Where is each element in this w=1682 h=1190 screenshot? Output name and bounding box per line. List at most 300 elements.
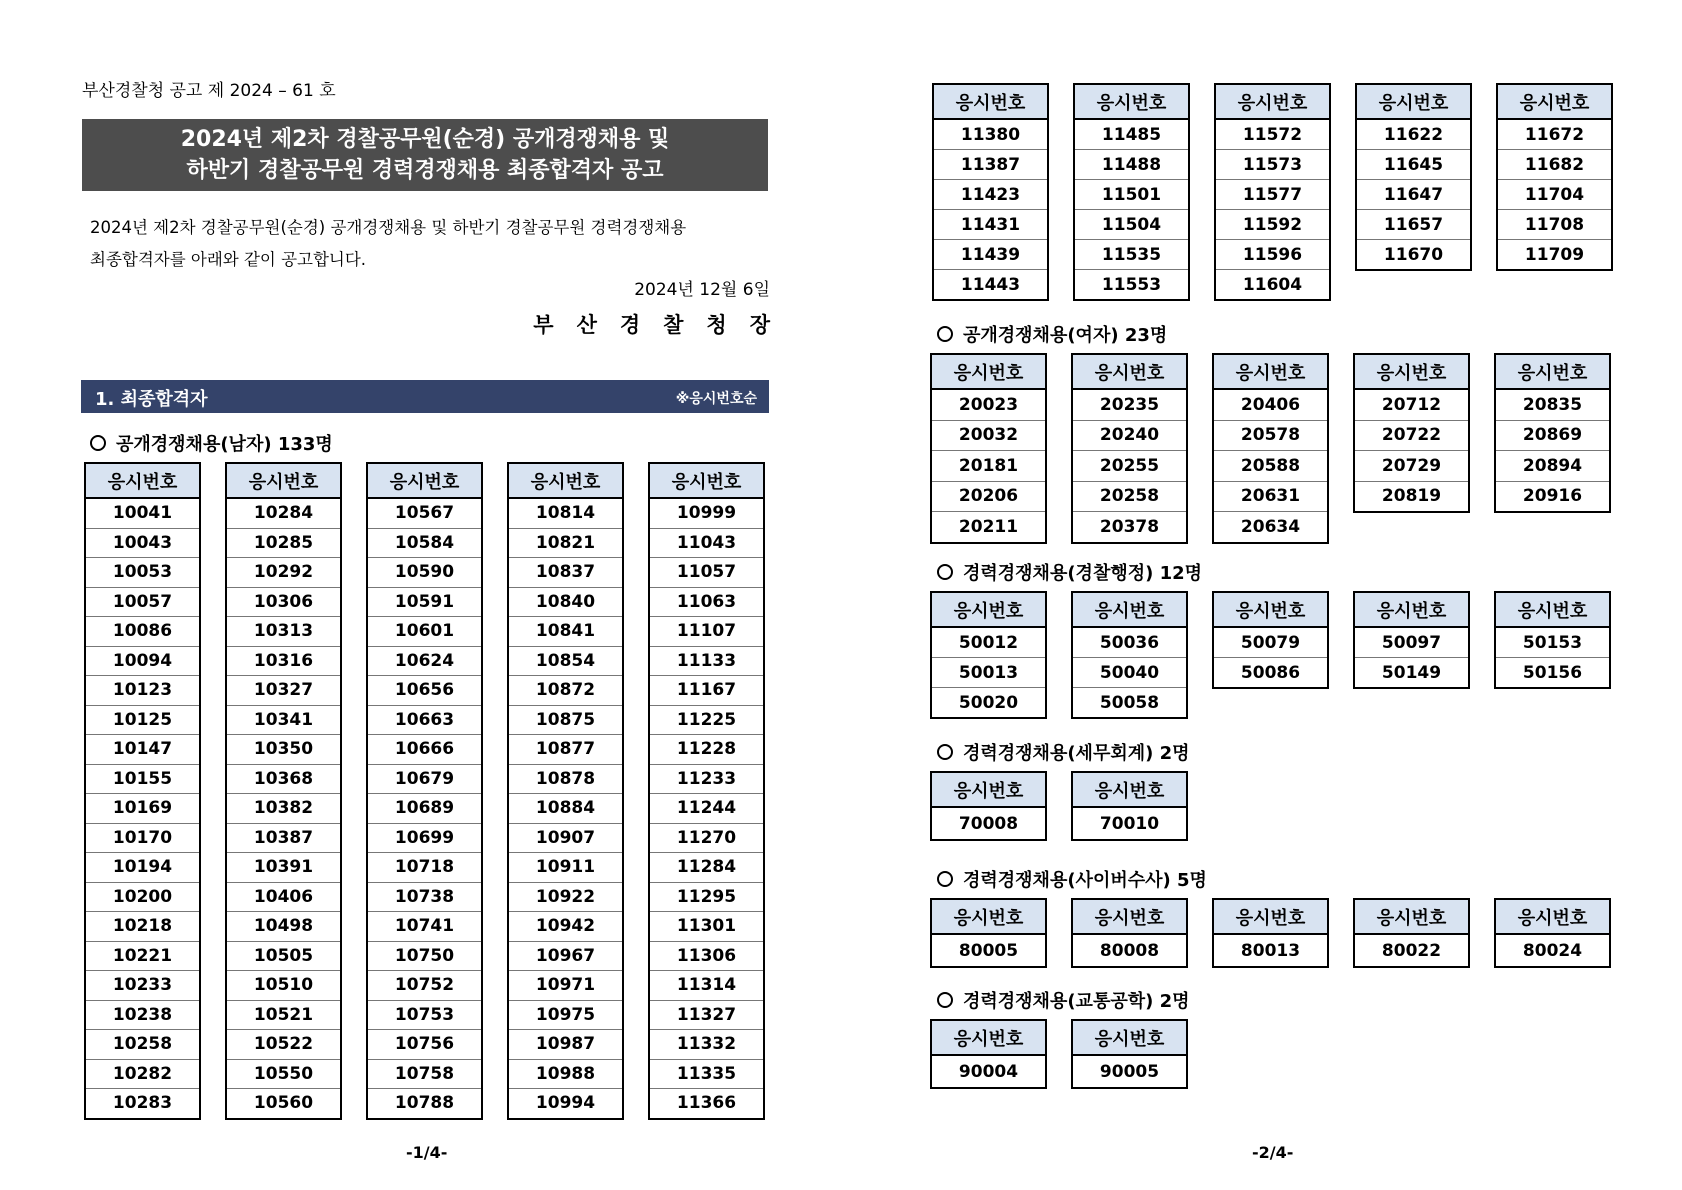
table-row	[85, 528, 200, 558]
table-row	[226, 882, 341, 912]
circle-bullet-icon	[937, 871, 953, 887]
table-row	[226, 853, 341, 883]
table-row	[85, 705, 200, 735]
circle-bullet-icon	[937, 992, 953, 1008]
category-1-number-table	[1494, 353, 1611, 513]
category-0-heading	[90, 430, 333, 456]
table-row	[508, 617, 623, 647]
exam-number-cell: 11043	[649, 528, 764, 558]
exam-number-cell: 20378	[1072, 512, 1187, 543]
category-0-number-table	[1073, 83, 1190, 301]
exam-number-cell: 10884	[508, 794, 623, 824]
announcement-title	[82, 119, 768, 191]
circle-bullet-icon	[937, 326, 953, 342]
exam-number-cell: 20023	[931, 389, 1046, 420]
table-row	[933, 270, 1048, 301]
exam-number-cell: 11057	[649, 558, 764, 588]
table-row	[85, 558, 200, 588]
table-row	[85, 676, 200, 706]
exam-number-cell: 10975	[508, 1000, 623, 1030]
table-row	[1213, 627, 1328, 658]
column-header: 응시번호	[1072, 1020, 1187, 1055]
exam-number-cell: 50149	[1354, 658, 1469, 689]
exam-number-cell: 11387	[933, 150, 1048, 180]
exam-number-cell: 10169	[85, 794, 200, 824]
exam-number-cell: 10505	[226, 941, 341, 971]
table-row	[1356, 119, 1471, 150]
table-row	[367, 498, 482, 528]
exam-number-cell: 20181	[931, 451, 1046, 482]
column-header: 응시번호	[933, 84, 1048, 119]
table-row	[367, 646, 482, 676]
exam-number-cell: 11332	[649, 1030, 764, 1060]
table-row	[508, 587, 623, 617]
exam-number-cell: 10350	[226, 735, 341, 765]
exam-number-cell: 50097	[1354, 627, 1469, 658]
exam-number-cell: 11233	[649, 764, 764, 794]
table-row	[226, 705, 341, 735]
exam-number-cell: 10753	[367, 1000, 482, 1030]
category-0-number-table	[1355, 83, 1472, 271]
column-header: 응시번호	[931, 772, 1046, 807]
intro-line-1: 2024년 제2차 경찰공무원(순경) 공개경쟁채용 및 하반기 경찰공무원 경력경쟁채용	[90, 218, 687, 237]
table-row	[931, 627, 1046, 658]
table-row	[367, 617, 482, 647]
column-header: 응시번호	[85, 463, 200, 498]
table-row	[649, 941, 764, 971]
table-row	[1213, 420, 1328, 451]
exam-number-cell: 10283	[85, 1089, 200, 1119]
title-line-1: 2024년 제2차 경찰공무원(순경) 공개경쟁채용 및	[180, 127, 670, 152]
category-1-number-table	[930, 353, 1047, 544]
section-note: ※응시번호순	[675, 391, 757, 407]
exam-number-cell: 10741	[367, 912, 482, 942]
notice-number: 부산경찰청 공고 제 2024 – 61 호	[82, 81, 336, 101]
table-row	[1074, 240, 1189, 270]
column-header: 응시번호	[1074, 84, 1189, 119]
category-0-number-table	[1214, 83, 1331, 301]
table-row	[1215, 210, 1330, 240]
table-row	[226, 1059, 341, 1089]
exam-number-cell: 10738	[367, 882, 482, 912]
exam-number-cell: 10238	[85, 1000, 200, 1030]
table-row	[931, 807, 1046, 840]
table-row	[508, 528, 623, 558]
exam-number-cell: 10679	[367, 764, 482, 794]
table-row	[933, 180, 1048, 210]
exam-number-cell: 10221	[85, 941, 200, 971]
exam-number-cell: 10316	[226, 646, 341, 676]
table-row	[508, 1089, 623, 1119]
table-row	[226, 587, 341, 617]
table-row	[931, 934, 1046, 967]
table-row	[85, 587, 200, 617]
exam-number-cell: 11380	[933, 119, 1048, 150]
announcement-date: 2024년 12월 6일	[634, 280, 770, 300]
exam-number-cell: 11622	[1356, 119, 1471, 150]
table-row	[1213, 658, 1328, 689]
exam-number-cell: 11604	[1215, 270, 1330, 301]
category-2-number-table	[1353, 591, 1470, 689]
column-header: 응시번호	[1356, 84, 1471, 119]
exam-number-cell: 10601	[367, 617, 482, 647]
exam-number-cell: 10218	[85, 912, 200, 942]
category-5-number-table	[930, 1019, 1047, 1089]
exam-number-cell: 11682	[1497, 150, 1612, 180]
exam-number-cell: 50036	[1072, 627, 1187, 658]
table-row	[1215, 150, 1330, 180]
table-row	[649, 528, 764, 558]
table-row	[367, 912, 482, 942]
exam-number-cell: 11704	[1497, 180, 1612, 210]
table-row	[85, 1000, 200, 1030]
exam-number-cell: 20722	[1354, 420, 1469, 451]
exam-number-cell: 11708	[1497, 210, 1612, 240]
table-row	[1213, 451, 1328, 482]
table-row	[649, 882, 764, 912]
table-row	[1072, 420, 1187, 451]
exam-number-cell: 10313	[226, 617, 341, 647]
exam-number-cell: 10663	[367, 705, 482, 735]
exam-number-cell: 11657	[1356, 210, 1471, 240]
exam-number-cell: 10624	[367, 646, 482, 676]
exam-number-cell: 20835	[1495, 389, 1610, 420]
table-row	[226, 1000, 341, 1030]
exam-number-cell: 10999	[649, 498, 764, 528]
table-row	[1495, 934, 1610, 967]
column-header: 응시번호	[1495, 354, 1610, 389]
table-row	[1356, 180, 1471, 210]
exam-number-cell: 10840	[508, 587, 623, 617]
category-3-number-table	[930, 771, 1047, 841]
exam-number-cell: 80013	[1213, 934, 1328, 967]
table-row	[367, 764, 482, 794]
table-row	[931, 1055, 1046, 1088]
table-row	[508, 735, 623, 765]
category-1-number-table	[1071, 353, 1188, 544]
table-row	[1354, 481, 1469, 512]
exam-number-cell: 10155	[85, 764, 200, 794]
table-row	[931, 658, 1046, 688]
column-header: 응시번호	[226, 463, 341, 498]
exam-number-cell: 11553	[1074, 270, 1189, 301]
table-row	[85, 735, 200, 765]
exam-number-cell: 11443	[933, 270, 1048, 301]
exam-number-cell: 11577	[1215, 180, 1330, 210]
table-row	[85, 823, 200, 853]
table-row	[1072, 451, 1187, 482]
exam-number-cell: 11295	[649, 882, 764, 912]
intro-text	[90, 212, 770, 276]
exam-number-cell: 10327	[226, 676, 341, 706]
exam-number-cell: 20819	[1354, 481, 1469, 512]
exam-number-cell: 11270	[649, 823, 764, 853]
column-header: 응시번호	[1072, 772, 1187, 807]
exam-number-cell: 10942	[508, 912, 623, 942]
exam-number-cell: 80024	[1495, 934, 1610, 967]
exam-number-cell: 20255	[1072, 451, 1187, 482]
table-row	[226, 617, 341, 647]
table-row	[649, 853, 764, 883]
table-row	[1213, 389, 1328, 420]
table-row	[1354, 658, 1469, 689]
exam-number-cell: 10125	[85, 705, 200, 735]
table-row	[226, 941, 341, 971]
table-row	[367, 1000, 482, 1030]
exam-number-cell: 90005	[1072, 1055, 1187, 1088]
table-row	[649, 617, 764, 647]
table-row	[85, 882, 200, 912]
table-row	[649, 646, 764, 676]
exam-number-cell: 10282	[85, 1059, 200, 1089]
table-row	[1072, 1055, 1187, 1088]
table-row	[649, 971, 764, 1001]
table-row	[85, 1089, 200, 1119]
table-row	[508, 941, 623, 971]
table-row	[1495, 627, 1610, 658]
exam-number-cell: 20235	[1072, 389, 1187, 420]
exam-number-cell: 10306	[226, 587, 341, 617]
page-2	[841, 0, 1682, 1190]
category-1-number-table	[1212, 353, 1329, 544]
exam-number-cell: 11063	[649, 587, 764, 617]
table-row	[367, 558, 482, 588]
table-row	[1074, 180, 1189, 210]
table-row	[1215, 119, 1330, 150]
exam-number-cell: 11672	[1497, 119, 1612, 150]
table-row	[367, 676, 482, 706]
table-row	[85, 498, 200, 528]
table-row	[1356, 210, 1471, 240]
exam-number-cell: 50040	[1072, 658, 1187, 688]
column-header: 응시번호	[931, 592, 1046, 627]
exam-number-cell: 20406	[1213, 389, 1328, 420]
table-row	[931, 420, 1046, 451]
table-row	[649, 1089, 764, 1119]
exam-number-cell: 80005	[931, 934, 1046, 967]
category-2-number-table	[1071, 591, 1188, 719]
table-row	[1356, 150, 1471, 180]
table-row	[508, 498, 623, 528]
table-row	[367, 882, 482, 912]
exam-number-cell: 20631	[1213, 481, 1328, 512]
table-row	[226, 1030, 341, 1060]
exam-number-cell: 10258	[85, 1030, 200, 1060]
exam-number-cell: 11573	[1215, 150, 1330, 180]
table-row	[933, 150, 1048, 180]
table-row	[85, 764, 200, 794]
column-header: 응시번호	[1215, 84, 1330, 119]
exam-number-cell: 10233	[85, 971, 200, 1001]
category-4-number-table	[1353, 898, 1470, 968]
exam-number-cell: 10718	[367, 853, 482, 883]
exam-number-cell: 50013	[931, 658, 1046, 688]
table-row	[649, 912, 764, 942]
table-row	[226, 646, 341, 676]
exam-number-cell: 20916	[1495, 481, 1610, 512]
column-header: 응시번호	[1213, 592, 1328, 627]
table-row	[1497, 240, 1612, 271]
table-row	[649, 1030, 764, 1060]
column-header: 응시번호	[1354, 592, 1469, 627]
table-row	[1497, 119, 1612, 150]
table-row	[649, 676, 764, 706]
table-row	[508, 1000, 623, 1030]
table-row	[1495, 389, 1610, 420]
exam-number-cell: 20578	[1213, 420, 1328, 451]
exam-number-cell: 11439	[933, 240, 1048, 270]
table-row	[1354, 420, 1469, 451]
table-row	[1354, 389, 1469, 420]
exam-number-cell: 20258	[1072, 481, 1187, 512]
heading-text: 공개경쟁채용(여자) 23명	[963, 325, 1168, 346]
table-row	[85, 912, 200, 942]
table-row	[226, 735, 341, 765]
table-row	[931, 481, 1046, 512]
table-row	[226, 528, 341, 558]
table-row	[367, 528, 482, 558]
table-row	[226, 764, 341, 794]
column-header: 응시번호	[508, 463, 623, 498]
table-row	[931, 451, 1046, 482]
table-row	[1215, 270, 1330, 301]
category-3-heading	[937, 739, 1190, 765]
table-row	[1495, 658, 1610, 689]
exam-number-cell: 11504	[1074, 210, 1189, 240]
table-row	[1497, 210, 1612, 240]
table-row	[649, 1059, 764, 1089]
exam-number-cell: 50086	[1213, 658, 1328, 689]
table-row	[649, 735, 764, 765]
exam-number-cell: 10510	[226, 971, 341, 1001]
category-2-number-table	[1494, 591, 1611, 689]
column-header: 응시번호	[931, 354, 1046, 389]
exam-number-cell: 90004	[931, 1055, 1046, 1088]
column-header: 응시번호	[1354, 899, 1469, 934]
table-row	[85, 794, 200, 824]
exam-number-cell: 10170	[85, 823, 200, 853]
table-row	[1213, 481, 1328, 512]
exam-number-cell: 10284	[226, 498, 341, 528]
category-2-heading	[937, 559, 1202, 585]
exam-number-cell: 10788	[367, 1089, 482, 1119]
exam-number-cell: 10666	[367, 735, 482, 765]
category-4-number-table	[930, 898, 1047, 968]
heading-text: 경력경쟁채용(사이버수사) 5명	[963, 870, 1207, 891]
category-5-number-table	[1071, 1019, 1188, 1089]
table-row	[367, 1059, 482, 1089]
exam-number-cell: 10971	[508, 971, 623, 1001]
exam-number-cell: 11327	[649, 1000, 764, 1030]
category-0-number-table	[932, 83, 1049, 301]
table-row	[367, 823, 482, 853]
circle-bullet-icon	[90, 435, 106, 451]
exam-number-cell: 11244	[649, 794, 764, 824]
table-row	[1215, 240, 1330, 270]
exam-number-cell: 10841	[508, 617, 623, 647]
exam-number-cell: 20240	[1072, 420, 1187, 451]
table-row	[85, 941, 200, 971]
table-row	[85, 1030, 200, 1060]
table-row	[1213, 934, 1328, 967]
exam-number-cell: 11314	[649, 971, 764, 1001]
table-row	[649, 558, 764, 588]
table-row	[1074, 150, 1189, 180]
column-header: 응시번호	[1213, 899, 1328, 934]
exam-number-cell: 10522	[226, 1030, 341, 1060]
table-row	[508, 558, 623, 588]
category-4-number-table	[1071, 898, 1188, 968]
exam-number-cell: 10341	[226, 705, 341, 735]
circle-bullet-icon	[937, 564, 953, 580]
table-row	[1074, 270, 1189, 301]
table-row	[367, 853, 482, 883]
table-row	[649, 587, 764, 617]
table-row	[367, 941, 482, 971]
table-row	[1072, 481, 1187, 512]
column-header: 응시번호	[649, 463, 764, 498]
category-0-number-table	[84, 462, 201, 1120]
table-row	[367, 587, 482, 617]
heading-text: 경력경쟁채용(세무회계) 2명	[963, 743, 1190, 764]
exam-number-cell: 11423	[933, 180, 1048, 210]
title-line-2: 하반기 경찰공무원 경력경쟁채용 최종합격자 공고	[186, 158, 664, 183]
table-row	[1356, 240, 1471, 271]
table-row	[508, 971, 623, 1001]
category-0-number-table	[366, 462, 483, 1120]
category-2-number-table	[1212, 591, 1329, 689]
exam-number-cell: 11366	[649, 1089, 764, 1119]
exam-number-cell: 10053	[85, 558, 200, 588]
table-row	[226, 558, 341, 588]
exam-number-cell: 11107	[649, 617, 764, 647]
table-row	[367, 735, 482, 765]
exam-number-cell: 10123	[85, 676, 200, 706]
table-row	[649, 1000, 764, 1030]
exam-number-cell: 11645	[1356, 150, 1471, 180]
exam-number-cell: 70010	[1072, 807, 1187, 840]
exam-number-cell: 20729	[1354, 451, 1469, 482]
exam-number-cell: 10292	[226, 558, 341, 588]
exam-number-cell: 10758	[367, 1059, 482, 1089]
exam-number-cell: 50079	[1213, 627, 1328, 658]
table-row	[931, 512, 1046, 543]
exam-number-cell: 10406	[226, 882, 341, 912]
table-row	[508, 794, 623, 824]
table-row	[649, 705, 764, 735]
table-row	[508, 676, 623, 706]
section-header	[81, 380, 769, 413]
exam-number-cell: 20869	[1495, 420, 1610, 451]
exam-number-cell: 11301	[649, 912, 764, 942]
exam-number-cell: 10584	[367, 528, 482, 558]
exam-number-cell: 10387	[226, 823, 341, 853]
table-row	[508, 882, 623, 912]
exam-number-cell: 11167	[649, 676, 764, 706]
exam-number-cell: 11431	[933, 210, 1048, 240]
category-1-number-table	[1353, 353, 1470, 513]
category-0-number-table	[1496, 83, 1613, 271]
table-row	[1072, 389, 1187, 420]
exam-number-cell: 80008	[1072, 934, 1187, 967]
column-header: 응시번호	[1495, 592, 1610, 627]
column-header: 응시번호	[931, 1020, 1046, 1055]
exam-number-cell: 11485	[1074, 119, 1189, 150]
table-row	[226, 794, 341, 824]
exam-number-cell: 10194	[85, 853, 200, 883]
exam-number-cell: 50012	[931, 627, 1046, 658]
exam-number-cell: 50020	[931, 688, 1046, 719]
